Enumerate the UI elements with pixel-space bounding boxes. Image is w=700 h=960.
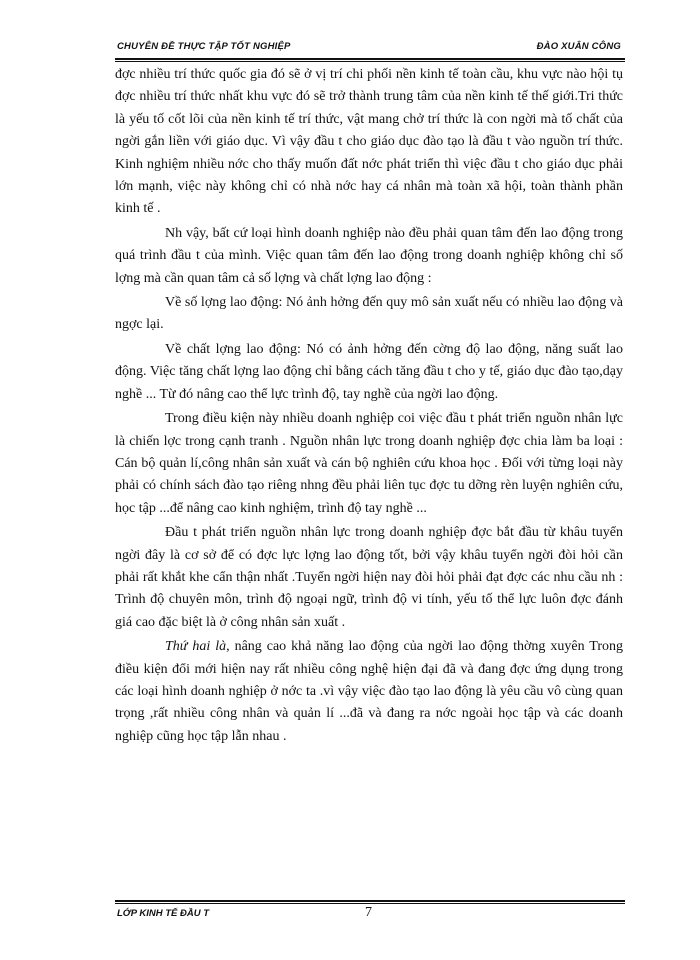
page-footer: [115, 905, 625, 925]
paragraph-6: Đầu t phát triển nguồn nhân lực trong doanh nghiệp đợc bắt đầu từ khâu tuyển ngời đây là cơ sở để có đợc lực lợng lao động tốt, bởi vậy khâu tuyển ngời đòi hỏi cần phải rất khắt khe cẩn thận nhất .Tuyển ngời hiện nay đòi hỏi phải đạt đợc các nhu cầu nh : Trình độ chuyên môn, trình độ ngoại ngữ, trình độ vi tính, yếu tố thể lực luôn đợc đánh giá cao đặc biệt là ở công nhân sản xuất .: [115, 525, 623, 630]
footer-class-name: LỚP KINH TẾ ĐẦU T: [117, 908, 210, 919]
document-body: [115, 64, 623, 864]
header-title: CHUYÊN ĐỀ THỰC TẬP TỐT NGHIỆP: [117, 41, 291, 52]
footer-rule-thin: [115, 903, 625, 904]
paragraph-4: Về chất lợng lao động: Nó có ảnh hởng đến cờng độ lao động, năng suất lao động. Việc tăng chất lợng lao động chỉ bằng cách tăng đầu t cho y tế, giáo dục đào tạo,dạy nghề ... Từ đó nâng cao thể lực trình độ, tay nghề của ngời lao động.: [115, 341, 623, 402]
header-rule-thick: [115, 58, 625, 60]
paragraph-5: Trong điều kiện này nhiều doanh nghiệp coi việc đầu t phát triển nguồn nhân lực là chiến lợc trong cạnh tranh . Nguồn nhân lực trong doanh nghiệp đợc chia làm ba loại : Cán bộ quản lí,công nhân sản xuất và cán bộ nghiên cứu khoa học . Đối với từng loại này phải có chính sách đào tạo riêng nhng đều phải liên tục đợc tu dỡng rèn luyện nghiên cứu, học tập ...để nâng cao kinh nghiệm, trình độ tay nghề ...: [115, 411, 623, 516]
page-header: [115, 37, 625, 57]
header-rule-thin: [115, 61, 625, 62]
paragraph-1: đợc nhiều trí thức quốc gia đó sẽ ở vị trí chi phối nền kinh tế toàn cầu, khu vực nào hội tụ đợc nhiều trí thức nhất khu vực đó sẽ trở thành trung tâm của nền kinh tế thế giới.Tri thức là yếu tố cốt lõi của nền kinh tế trí thức, vật mang chở trí thức là con ngời mà tố chất của ngời gắn liền với giáo dục. Vì vậy đầu t cho giáo dục đào tạo là đầu t vào nguồn trí thức. Kinh nghiệm nhiều nớc cho thấy muốn đất nớc phát triển thì việc đầu t cho giáo dục phải lớn mạnh, việc này không chỉ có nhà nớc hay cá nhân mà toàn xã hội, toàn thành phần kinh tế .: [115, 67, 623, 217]
footer-rule-thick: [115, 900, 625, 902]
paragraph-3: Về số lợng lao động: Nó ảnh hởng đến quy mô sản xuất nếu có nhiều lao động và ngợc lại.: [115, 295, 623, 333]
page-number: 7: [365, 905, 372, 920]
paragraph-2: Nh vậy, bất cứ loại hình doanh nghiệp nào đều phải quan tâm đến lao động trong quá trình đầu t của mình. Việc quan tâm đến lao động trong doanh nghiệp không chỉ số lợng mà cần quan tâm cả số lợng và chất lợng lao động :: [115, 225, 623, 286]
paragraph-7-text: , nâng cao khả năng lao động của ngời lao động thờng xuyên Trong điều kiện đổi mới hiện nay rất nhiều công nghệ hiện đại đã và đang đợc ứng dụng trong các loại hình doanh nghiệp ở nớc ta .vì vậy việc đào tạo lao động là yêu cầu vô cùng quan trọng ,rất nhiều công nhân và quản lí ...đã và đang ra nớc ngoài học tập và các doanh nghiệp cũng học tập lẫn nhau .: [115, 639, 624, 744]
paragraph-7: [115, 636, 623, 748]
header-author: ĐÀO XUÂN CÔNG: [536, 41, 621, 52]
paragraph-7-lead: Thứ hai là: [165, 639, 227, 655]
